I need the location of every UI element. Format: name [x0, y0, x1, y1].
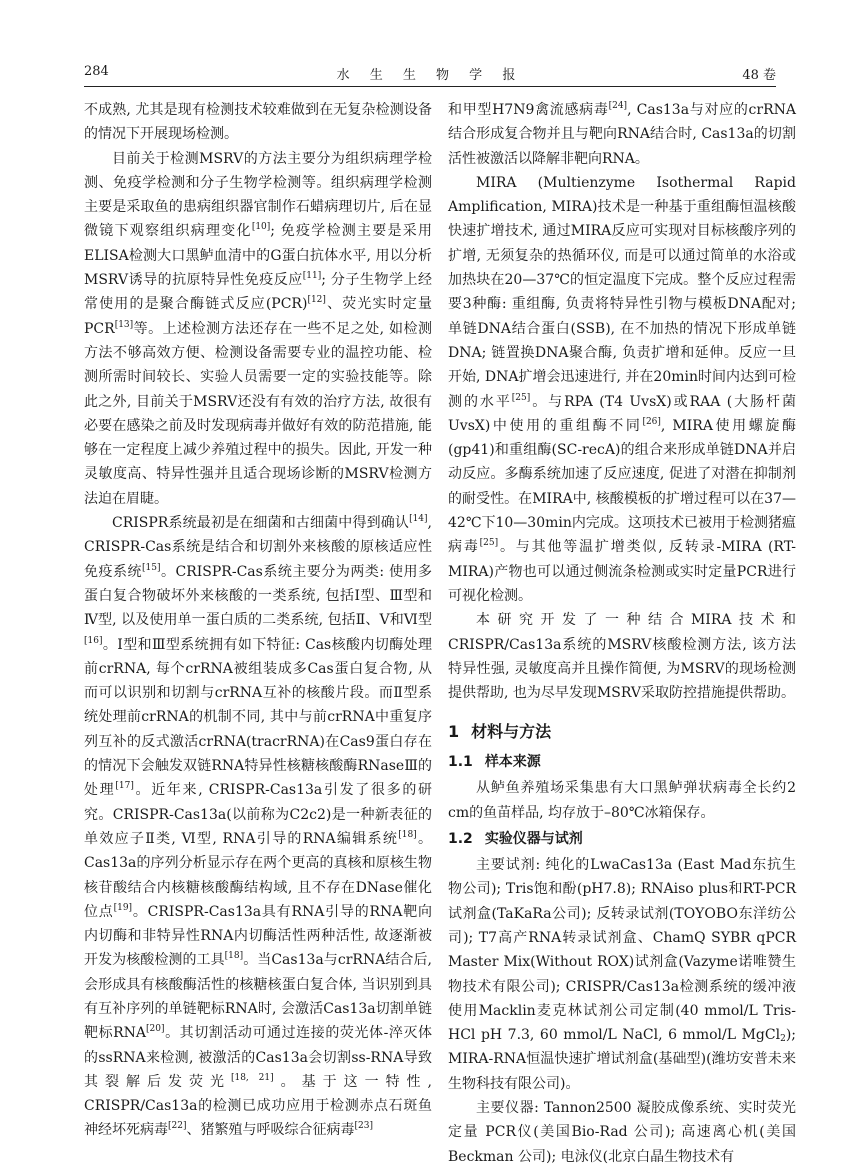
- paragraph: [448, 171, 796, 608]
- text-run: 。与RPA (T4 UvsX)或RAA (大肠杆菌UvsX)中使用的重组酶不同: [448, 393, 796, 434]
- citation-ref: [24]: [608, 101, 628, 111]
- paragraph: [84, 511, 432, 1143]
- citation-ref: [20]: [146, 1024, 165, 1035]
- text-run: MIRA (Multienzyme Isothermal Rapid Amplification, MIRA)技术是一种基于重组酶恒温核酸快速扩增技术, 通过MIRA反应可实现对目标核酸序列的扩增, 无须复杂的热循环仪, 而是可以通过简单的水浴或加热块在20—37℃的恒定温度下完成。整个反应过程需要3种酶: 重组酶, 负责将特异性引物与模板DNA配对; 单链DNA结合蛋白(SSB), 在不加热的情况下形成单链DNA; 链置换DNA聚合酶, 负责扩增和延伸。反应一旦开始, DNA扩增会迅速进行, 并在20min时间内达到可检测的水平: [448, 174, 796, 410]
- citation-ref: [19]: [113, 902, 133, 913]
- citation-ref: [12]: [307, 295, 326, 306]
- citation-ref: [15]: [142, 562, 161, 573]
- paragraph: 不成熟, 尤其是现有检测技术较难做到在无复杂检测设备的情况下开展现场检测。: [84, 102, 432, 143]
- paragraph: [448, 853, 796, 1096]
- section-number: 1: [448, 722, 460, 742]
- citation-ref: [18, 21]: [230, 1072, 274, 1083]
- text-run: , CRISPR-Cas系统是结合和切割外来核酸的原核适应性免疫系统: [84, 515, 432, 580]
- citation-ref: [14]: [409, 514, 428, 525]
- text-run: CRISPR系统最初是在细菌和古细菌中得到确认: [112, 515, 410, 532]
- section-title: 材料与方法: [471, 722, 552, 742]
- subsection-heading: [448, 750, 796, 774]
- text-run: 。近年来, CRISPR-Cas13a引发了很多的研究。CRISPR-Cas13a(以前称为C2c2)是一种新表征的单效应子Ⅱ类, Ⅵ型, RNA引导的RNA编辑系统: [84, 782, 433, 847]
- text-run: ; 免疫学检测主要是采用ELISA检测大口黑鲈血清中的G蛋白抗体水平, 用以分析MSRV诱导的抗原特异性免疫反应: [84, 223, 433, 289]
- citation-ref: [17]: [115, 781, 134, 792]
- citation-ref: [18]: [398, 829, 417, 840]
- text-run: 主要试剂: 纯化的LwaCas13a (East Mad东抗生物公司); Tris饱和酚(pH7.8); RNAiso plus和RT-PCR试剂盒(TaKaRa公司); 反转录试剂(TOYOBO东洋纺公司); T7高产RNA转录试剂盒、ChamQ SYBR qPCR Master Mix(Without ROX)试剂盒(Vazyme诺唯赞生物技术有限公司); CRISPR/Cas13a检测系统的缓冲液使用Macklin麦克林试剂公司定制(40 mmol/L Tris-HCl pH 7.3, 60 mmol/L NaCl, 6 mmol/L MgCl: [448, 857, 796, 1044]
- paragraph: 本研究开发了一种结合MIRA技术和CRISPR/Cas13a系统的MSRV核酸检测方法, 该方法特异性强, 灵敏度高并且操作简便, 为MSRV的现场检测提供帮助, 也为尽早发现MSRV采取防控措施提供帮助。: [448, 612, 796, 702]
- running-header: [84, 60, 776, 87]
- text-run: 。其切割活动可通过连接的荧光体-淬灭体的ssRNA来检测, 被激活的Cas13a会切割ss-RNA导致其裂解后发荧光: [84, 1025, 433, 1090]
- paragraph: 主要仪器: Tannon2500 凝胶成像系统、实时荧光定量 PCR仪(美国Bio-Rad 公司); 高速离心机(美国Beckman 公司); 电泳仪(北京白晶生物技术有: [448, 1099, 796, 1165]
- citation-ref: [23]: [354, 1121, 373, 1132]
- citation-ref: [13]: [114, 319, 134, 330]
- citation-ref: [26]: [642, 416, 661, 427]
- paragraph: [84, 147, 432, 511]
- volume-label: 48 卷: [742, 68, 776, 83]
- text-run: , Cas13a与对应的crRNA结合形成复合物并且与靶向RNA结合时, Cas13a的切割活性被激活以降解非靶向RNA。: [448, 102, 796, 167]
- text-run: 等。上述检测方法还存在一些不足之处, 如检测方法不够高效方便、检测设备需要专业的温控功能、检测所需时间较长、实验人员需要一定的实验技能等。除此之外, 目前关于MSRV还没有有效的治疗方法, 故很有必要在感染之前及时发现病毒并做好有效的防范措施, 能够在一定程度上减少养殖过程中的损失。因此, 开发一种灵敏度高、特异性强并且适合现场诊断的MSRV检测方法迫在眉睫。: [84, 320, 432, 507]
- text-run: 。CRISPR-Cas13a具有RNA引导的RNA靶向内切酶和非特异性RNA内切酶活性两种活性, 故逐渐被开发为核酸检测的工具: [84, 903, 432, 969]
- subsection-title: 实验仪器与试剂: [484, 831, 583, 848]
- subsection-title: 样本来源: [484, 754, 541, 771]
- text-run: 、猪繁殖与呼吸综合征病毒: [186, 1122, 355, 1139]
- text-run: 2: [780, 1034, 786, 1045]
- paragraph: 从鲈鱼养殖场采集患有大口黑鲈弹状病毒全长约2 cm的鱼苗样品, 均存放于–80℃冰箱保存。: [448, 780, 796, 821]
- citation-ref: [10]: [251, 222, 271, 233]
- citation-ref: [18]: [224, 951, 244, 962]
- right-column: [448, 98, 796, 1169]
- text-run: 。当Cas13a与crRNA结合后, 会形成具有核酸酶活性的核糖核蛋白复合体, 当识别到具有互补序列的单链靶标RNA时, 会激活Cas13a切割单链靶标RNA: [84, 952, 433, 1042]
- citation-ref: [25]: [511, 392, 531, 403]
- journal-title: 水 生 生 物 学 报: [336, 68, 524, 83]
- text-run: ); MIRA-RNA恒温快速扩增试剂盒(基础型)(潍坊安普未来生物科技有限公司)。: [448, 1027, 796, 1092]
- left-column: [84, 98, 432, 1143]
- text-run: 。基于这一特性, CRISPR/Cas13a的检测已成功应用于检测赤点石斑鱼神经坏死病毒: [84, 1073, 433, 1139]
- text-run: 。Ⅰ型和Ⅲ型系统拥有如下特征: Cas核酸内切酶处理前crRNA, 每个crRNA被组装成多Cas蛋白复合物, 从而可以识别和切割与crRNA互补的核酸片段。而Ⅱ型系统处理前crRNA的机制不同, 其中与前crRNA中重复序列互补的反式激活crRNA(tracrRNA)在Cas9蛋白存在的情况下会触发双链RNA特异性核糖核酸酶RNaseⅢ的处理: [84, 636, 432, 799]
- citation-ref: [25]: [479, 538, 499, 549]
- citation-ref: [22]: [168, 1121, 187, 1132]
- subsection-number: 1.2: [448, 831, 473, 848]
- text-run: , MIRA使用螺旋酶(gp41)和重组酶(SC-recA)的组合来形成单链DNA并启动反应。多酶系统加速了反应速度, 促进了对潜在抑制剂的耐受性。在MIRA中, 核酸模板的扩增过程可以在37—42℃下10—30min内完成。这项技术已被用于检测猪瘟病毒: [448, 417, 797, 556]
- text-run: 、荧光实时定量PCR: [84, 296, 432, 337]
- subsection-number: 1.1: [448, 754, 473, 771]
- text-run: 。CRISPR-Cas系统主要分为两类: 使用多蛋白复合物破坏外来核酸的一类系统, 包括Ⅰ型、Ⅲ型和Ⅳ型, 以及使用单一蛋白质的二类系统, 包括Ⅱ、Ⅴ和Ⅵ型: [84, 563, 432, 629]
- text-run: 和甲型H7N9禽流感病毒: [448, 102, 609, 118]
- citation-ref: [16]: [84, 635, 103, 646]
- page-number: 284: [84, 64, 109, 79]
- citation-ref: [11]: [302, 271, 322, 282]
- text-run: 。Cas13a的序列分析显示存在两个更高的真核和原核生物核苷酸结合内核糖核酸酶结构域, 且不存在DNase催化位点: [84, 830, 433, 920]
- paragraph: [448, 98, 796, 171]
- text-run: 。与其他等温扩增类似, 反转录-MIRA (RT-MIRA)产物也可以通过侧流条检测或实时定量PCR进行可视化检测。: [448, 539, 796, 604]
- subsection-heading: [448, 827, 796, 851]
- text-run: ; 分子生物学上经常使用的是聚合酶链式反应(PCR): [84, 272, 432, 313]
- text-run: 目前关于检测MSRV的方法主要分为组织病理学检测、免疫学检测和分子生物学检测等。组织病理学检测主要是采取鱼的患病组织器官制作石蜡病理切片, 后在显微镜下观察组织病理变化: [84, 150, 432, 240]
- section-heading: [448, 719, 796, 742]
